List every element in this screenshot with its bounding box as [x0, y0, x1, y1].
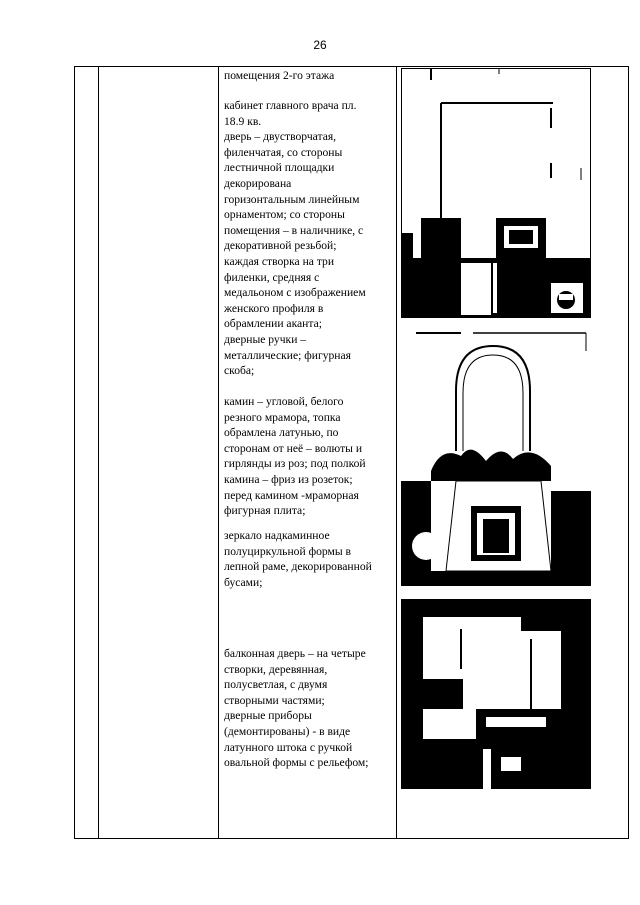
text-line: зеркало надкаминное	[224, 529, 330, 542]
text-block-office-door	[224, 98, 394, 379]
text-block-balcony-door	[224, 646, 394, 771]
text-line: камина – фриз из розеток;	[224, 472, 353, 486]
text-line: орнаментом; со стороны	[224, 208, 345, 222]
table-border-left	[74, 66, 75, 839]
text-line: створки, деревянная,	[224, 662, 328, 676]
text-line: сторонам от неё – волюты и	[224, 441, 363, 455]
table-border-right	[628, 66, 629, 839]
text-line: 18.9 кв.	[224, 114, 262, 128]
text-line: лепной раме, декорированной	[224, 560, 372, 574]
text-line: дверь – двустворчатая,	[224, 130, 337, 144]
text-line: (демонтированы) - в виде	[224, 724, 351, 738]
text-line: дверные ручки –	[224, 332, 307, 346]
text-line: обрамлена латунью, по	[224, 426, 339, 440]
text-line: резного мрамора, топка	[224, 410, 341, 424]
text-line: женского профиля в	[224, 301, 324, 315]
text-line: лестничной площадки	[224, 161, 335, 175]
text-line: помещения – в наличнике, с	[224, 223, 364, 237]
table-bottom-border	[74, 838, 629, 839]
table-top-border	[74, 66, 629, 67]
text-line: гирлянды из роз; под полкой	[224, 457, 366, 471]
text-line: перед камином -мраморная	[224, 488, 359, 502]
balcony-door-photo-icon	[401, 599, 591, 789]
table-column-divider	[98, 66, 99, 839]
text-line: медальоном с изображением	[224, 286, 366, 300]
page-number: 26	[313, 38, 327, 52]
text-line: обрамлении аканта;	[224, 317, 322, 331]
door-photo-icon	[401, 68, 591, 318]
text-line: каждая створка на три	[224, 254, 335, 268]
text-line: полуциркульной формы в	[224, 544, 351, 558]
text-line: латунного штока с ручкой	[224, 740, 353, 754]
text-line: декоративной резьбой;	[224, 239, 337, 253]
text-line: полусветлая, с двумя	[224, 678, 328, 692]
text-line: филенки, средняя с	[224, 270, 320, 284]
text-line: помещения 2-го этажа	[224, 69, 335, 82]
text-line: декорирована	[224, 176, 292, 190]
text-line: дверные приборы	[224, 709, 312, 723]
text-line: филенчатая, со стороны	[224, 145, 343, 159]
text-block-fireplace	[224, 394, 394, 519]
text-line: бусами;	[224, 575, 263, 589]
text-line: камин – угловой, белого	[224, 395, 344, 408]
text-line: створными частями;	[224, 693, 325, 707]
table-column-divider	[218, 66, 219, 839]
text-line: фигурная плита;	[224, 504, 306, 518]
table-column-divider	[396, 66, 397, 839]
fireplace-mirror-photo-icon	[401, 331, 591, 586]
text-block-mirror	[224, 528, 394, 590]
text-line: горизонтальным линейным	[224, 192, 360, 206]
text-line: балконная дверь – на четыре	[224, 647, 366, 660]
text-line: овальной формы с рельефом;	[224, 756, 369, 770]
text-block-floor-heading	[224, 68, 394, 84]
text-line: кабинет главного врача пл.	[224, 99, 357, 112]
text-line: металлические; фигурная	[224, 348, 351, 362]
text-line: скоба;	[224, 364, 255, 378]
